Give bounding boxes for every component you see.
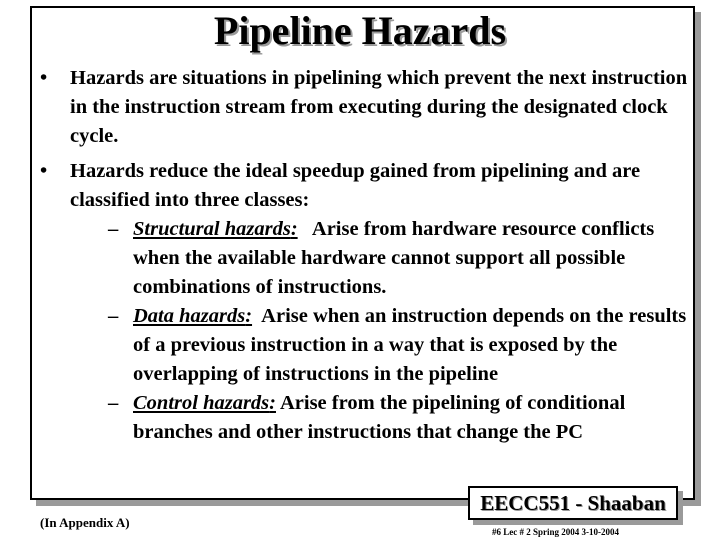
term-control-hazards: Control hazards:: [133, 392, 276, 414]
bullet-marker: •: [40, 67, 48, 89]
bullet-text: Hazards are situations in pipelining which prevent the next instruction in the instruction stream from executing during the designated clock cycle.: [70, 67, 688, 147]
term-data-hazards: Data hazards:: [133, 305, 253, 327]
slide-title: Pipeline Hazards: [208, 8, 512, 53]
term-structural-hazards: Structural hazards:: [133, 218, 298, 240]
sub-item-data: [70, 302, 690, 389]
appendix-note: (In Appendix A): [40, 515, 130, 530]
sub-item-text: Arise when an instruction depends on the results of a previous instruction in a way that is exposed by the overlapping of instructions in the pipeline: [133, 305, 687, 385]
bullet-item: [40, 64, 690, 151]
sub-item-text: Arise from hardware resource conflicts when the available hardware cannot support all possible combinations of instructions.: [133, 218, 655, 298]
bullet-text: Hazards reduce the ideal speedup gained from pipelining and are classified into three classes:: [70, 160, 641, 211]
dash-marker: –: [108, 392, 119, 414]
course-label: EECC551 - Shaaban: [468, 486, 678, 520]
sub-item-control: [70, 389, 690, 447]
sub-item-text: Arise from the pipelining of conditional branches and other instructions that change the PC: [133, 392, 626, 443]
sub-item-structural: [70, 215, 690, 302]
dash-marker: –: [108, 218, 119, 240]
dash-marker: –: [108, 305, 119, 327]
bullet-marker: •: [40, 160, 48, 182]
bullet-item: [40, 157, 690, 447]
slide-title-container: [0, 8, 720, 54]
slide-info: #6 Lec # 2 Spring 2004 3-10-2004: [492, 527, 619, 537]
slide-content: [40, 64, 690, 453]
